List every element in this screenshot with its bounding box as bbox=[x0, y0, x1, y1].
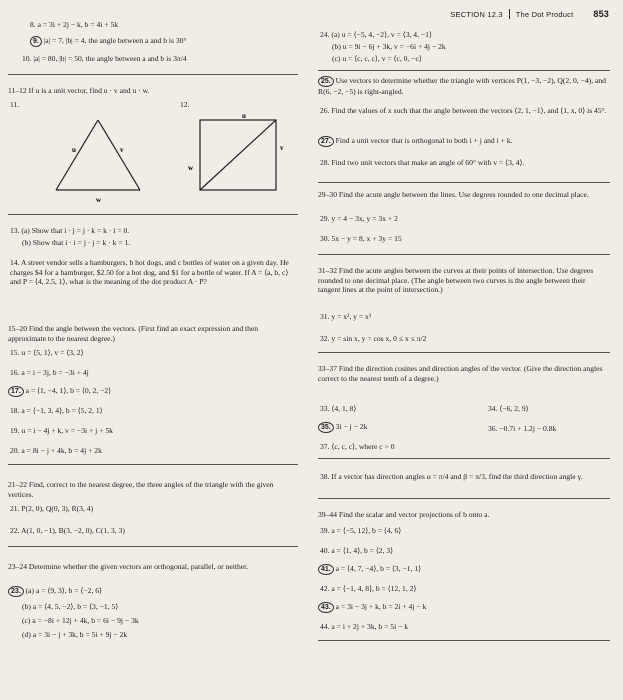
problem-20: 20. a = 8i − j + 4k, b = 4j + 2k bbox=[10, 446, 102, 455]
problem-14: 14. A street vendor sells a hamburgers, b hot dogs, and c bottles of water on a given day. He charges $4 for a hamburger, $2.50 for a hot dog, and $1 for a bottle of water. If A = ⟨a, b, c⟩ and P = ⟨4, 2.5, 1⟩, what is the meaning of the dot product A · P? bbox=[10, 258, 289, 287]
divider bbox=[318, 70, 610, 71]
problems-29-30-instructions: 29–30 Find the acute angle between the lines. Use degrees rounded to one decimal place. bbox=[318, 190, 589, 199]
page-number: 853 bbox=[593, 9, 609, 19]
problem-25 bbox=[318, 76, 608, 97]
divider bbox=[318, 640, 610, 641]
figure-12 bbox=[184, 110, 296, 210]
problem-43-text: a = 3i − 3j + k, b = 2i + 4j − k bbox=[335, 602, 427, 611]
section-title: The Dot Product bbox=[515, 9, 574, 19]
vector-w-label: w bbox=[96, 196, 102, 204]
problem-27-text: Find a unit vector that is orthogonal to both i + j and i + k. bbox=[335, 136, 513, 145]
problem-9-circle: 9. bbox=[30, 36, 42, 47]
divider bbox=[8, 214, 298, 215]
problem-36: 36. −0.7i + 1.2j − 0.8k bbox=[488, 424, 557, 433]
problem-42: 42. a = ⟨−1, 4, 8⟩, b = ⟨12, 1, 2⟩ bbox=[320, 584, 417, 593]
problem-25-text: Use vectors to determine whether the triangle with vertices P(1, −3, −2), Q(2, 0, −4), and R(6, −2, −5) is right-angled. bbox=[318, 76, 606, 96]
problem-10: 10. |a| = 80, |b| = 50, the angle between a and b is 3π/4 bbox=[22, 54, 187, 63]
problem-34: 34. ⟨−6, 2, 9⟩ bbox=[488, 404, 529, 413]
problems-33-37-instructions: 33–37 Find the direction cosines and direction angles of the vector. (Give the direction angles correct to the nearest tenth of a degree.) bbox=[318, 364, 603, 383]
problem-17 bbox=[8, 386, 111, 397]
problem-35 bbox=[318, 422, 367, 433]
problem-43 bbox=[318, 602, 426, 613]
problem-32: 32. y = sin x, y = cos x, 0 ≤ x ≤ π/2 bbox=[320, 334, 427, 343]
divider bbox=[8, 464, 298, 465]
problem-23a bbox=[8, 586, 102, 597]
problem-8: 8. a = 3i + 2j − k, b = 4i + 5k bbox=[30, 20, 119, 29]
divider bbox=[8, 74, 298, 75]
divider bbox=[318, 254, 610, 255]
divider bbox=[318, 182, 610, 183]
problem-39: 39. a = ⟨−5, 12⟩, b = ⟨4, 6⟩ bbox=[320, 526, 402, 535]
problem-38: 38. If a vector has direction angles α = π/4 and β = π/3, find the third direction angle γ. bbox=[320, 472, 583, 481]
problems-31-32-instructions: 31–32 Find the acute angles between the curves at their points of intersection. Use degrees rounded to one decimal place. (The angle between two curves is the angle between their tangent lines at the point of intersection.) bbox=[318, 266, 594, 295]
problem-27-circle: 27. bbox=[318, 136, 334, 147]
divider bbox=[318, 352, 610, 353]
problem-35-circle: 35. bbox=[318, 422, 334, 433]
problem-13b: (b) Show that i · i = j · j = k · k = 1. bbox=[22, 238, 131, 247]
problem-25-circle: 25. bbox=[318, 76, 334, 87]
page-header bbox=[309, 6, 609, 22]
problem-23-circle: 23. bbox=[8, 586, 24, 597]
problem-27 bbox=[318, 136, 608, 147]
problem-41 bbox=[318, 564, 421, 575]
problem-33: 33. ⟨4, 1, 8⟩ bbox=[320, 404, 357, 413]
problem-29: 29. y = 4 − 3x, y = 3x + 2 bbox=[320, 214, 398, 223]
problems-39-44-instructions: 39–44 Find the scalar and vector projections of b onto a. bbox=[318, 510, 490, 519]
problems-21-22-instructions: 21–22 Find, correct to the nearest degree, the three angles of the triangle with the given vertices. bbox=[8, 480, 274, 499]
problem-30: 30. 5x − y = 8, x + 3y = 15 bbox=[320, 234, 402, 243]
problem-21: 21. P(2, 0), Q(0, 3), R(3, 4) bbox=[10, 504, 94, 513]
vector-u-label: u bbox=[72, 146, 76, 154]
problem-18: 18. a = ⟨−1, 3, 4⟩, b = ⟨5, 2, 1⟩ bbox=[10, 406, 103, 415]
problem-24c: (c) u = ⟨c, c, c⟩, v = ⟨c, 0, −c⟩ bbox=[332, 54, 422, 63]
divider bbox=[318, 498, 610, 499]
problem-12-label: 12. bbox=[180, 100, 190, 109]
problem-23d: (d) a = 3i − j + 3k, b = 5i + 9j − 2k bbox=[22, 630, 128, 639]
problem-19: 19. u = i − 4j + k, v = −3i + j + 5k bbox=[10, 426, 113, 435]
problem-22: 22. A(1, 0, −1), B(3, −2, 0), C(1, 3, 3) bbox=[10, 526, 125, 535]
section-label: SECTION 12.3 bbox=[450, 9, 503, 19]
problems-11-12-instructions: 11–12 If u is a unit vector, find u · v and u · w. bbox=[8, 86, 150, 95]
problem-35-text: 3i − j − 2k bbox=[335, 422, 368, 431]
problem-24a: 24. (a) u = ⟨−5, 4, −2⟩, v = ⟨3, 4, −1⟩ bbox=[320, 30, 432, 39]
problem-9 bbox=[30, 36, 186, 47]
problem-44: 44. a = i + 2j + 3k, b = 5i − k bbox=[320, 622, 409, 631]
problem-17-circle: 17. bbox=[8, 386, 24, 397]
problems-23-24-instructions: 23–24 Determine whether the given vectors are orthogonal, parallel, or neither. bbox=[8, 562, 249, 571]
problem-24b: (b) u = 9i − 6j + 3k, v = −6i + 4j − 2k bbox=[332, 42, 446, 51]
problem-26: 26. Find the values of x such that the angle between the vectors ⟨2, 1, −1⟩, and ⟨1, x, 0⟩ is 45°. bbox=[320, 106, 607, 115]
problem-23a-text: (a) a = ⟨9, 3⟩, b = ⟨−2, 6⟩ bbox=[25, 586, 103, 595]
problem-11-label: 11. bbox=[10, 100, 20, 109]
vector-v-label: v bbox=[120, 146, 124, 154]
problem-40: 40. a = ⟨1, 4⟩, b = ⟨2, 3⟩ bbox=[320, 546, 394, 555]
problem-43-circle: 43. bbox=[318, 602, 334, 613]
problem-23b: (b) a = ⟨4, 5, −2⟩, b = ⟨3, −1, 5⟩ bbox=[22, 602, 119, 611]
problem-15: 15. u = ⟨5, 1⟩, v = ⟨3, 2⟩ bbox=[10, 348, 84, 357]
problems-15-20-instructions: 15–20 Find the angle between the vectors. (First find an exact expression and then approximate to the nearest degree.) bbox=[8, 324, 259, 343]
figure-11 bbox=[38, 110, 158, 210]
problem-23c: (c) a = −8i + 12j + 4k, b = 6i − 9j − 3k bbox=[22, 616, 139, 625]
problem-17-text: a = ⟨1, −4, 1⟩, b = ⟨0, 2, −2⟩ bbox=[25, 386, 112, 395]
problem-41-text: a = ⟨4, 7, −4⟩, b = ⟨3, −1, 1⟩ bbox=[335, 564, 422, 573]
problem-31: 31. y = x², y = x³ bbox=[320, 312, 372, 321]
problem-13a: 13. (a) Show that i · j = j · k = k · i = 0. bbox=[10, 226, 130, 235]
vector-v-label-12: v bbox=[280, 144, 284, 152]
problem-28: 28. Find two unit vectors that make an angle of 60° with v = ⟨3, 4⟩. bbox=[320, 158, 525, 167]
problem-16: 16. a = i − 3j, b = −3i + 4j bbox=[10, 368, 89, 377]
divider bbox=[318, 458, 610, 459]
header-divider bbox=[509, 9, 510, 19]
vector-u-label-12: u bbox=[242, 112, 246, 120]
vector-w-label-12: w bbox=[188, 164, 194, 172]
problem-9-text: |a| = 7, |b| = 4, the angle between a and b is 30° bbox=[43, 36, 187, 45]
divider bbox=[8, 546, 298, 547]
problem-41-circle: 41. bbox=[318, 564, 334, 575]
problem-37: 37. ⟨c, c, c⟩, where c > 0 bbox=[320, 442, 395, 451]
